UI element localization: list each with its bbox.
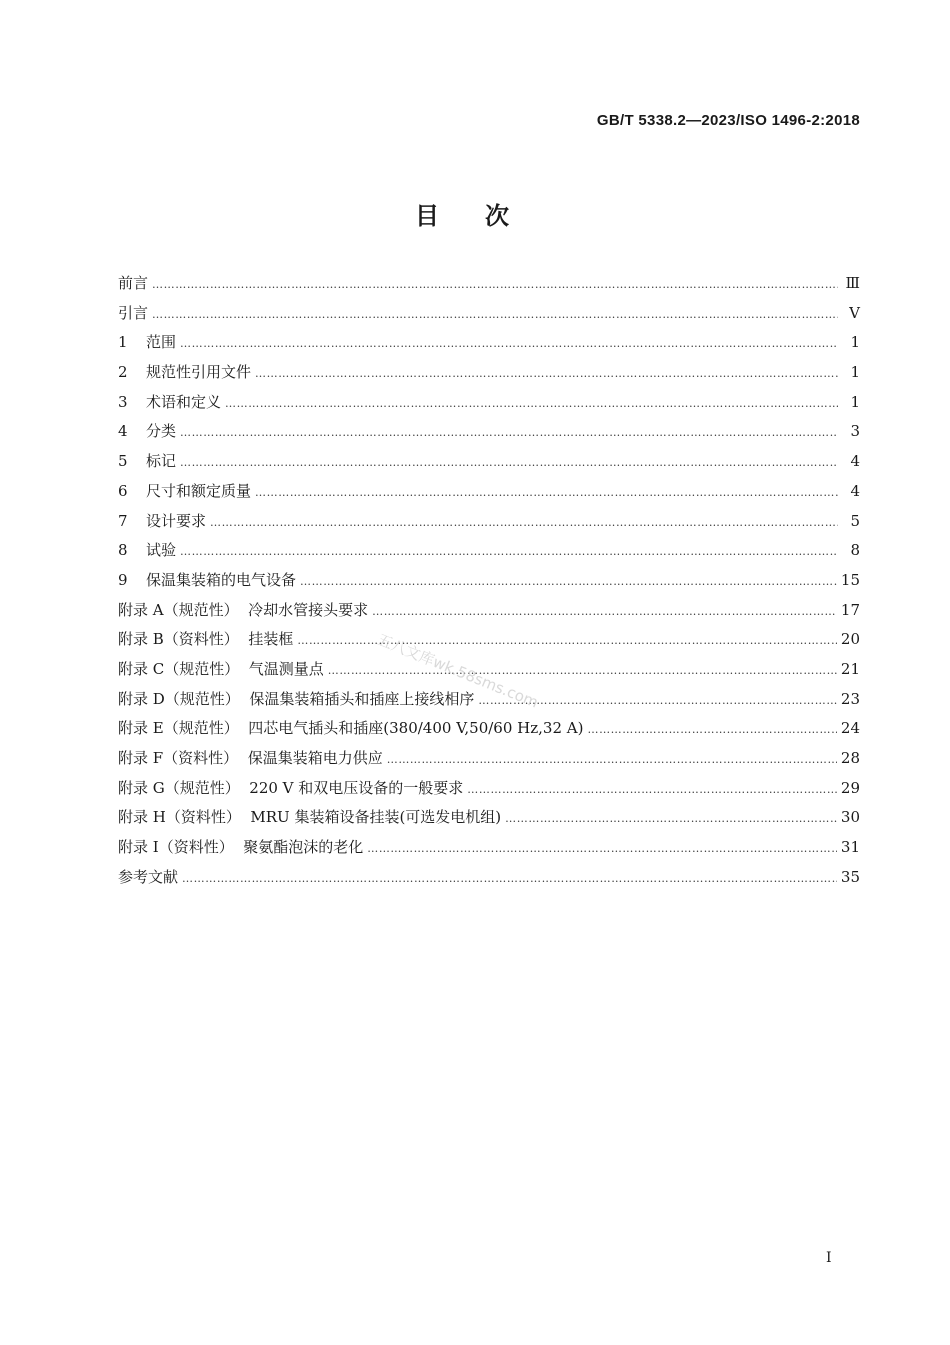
toc-entry-label: 标记	[146, 452, 177, 471]
page-title: 目次	[415, 202, 555, 230]
toc-entry-number: 2	[118, 363, 128, 382]
toc-entry-label: 附录 F（资料性） 保温集装箱电力供应	[118, 749, 383, 767]
toc-entry-number: 8	[118, 541, 128, 560]
toc-entry[interactable]	[118, 569, 860, 599]
toc-entry[interactable]	[118, 272, 860, 302]
toc-entry-label: 设计要求	[146, 511, 207, 530]
toc-entry-label: 引言	[118, 303, 149, 322]
toc-leader-dots	[467, 783, 837, 796]
toc-entry-page: 5	[850, 511, 860, 530]
toc-leader-dots	[300, 575, 837, 588]
toc-entry-label: 范围	[146, 333, 177, 352]
toc-entry-label: 参考文献	[118, 867, 179, 886]
toc-leader-dots	[225, 397, 838, 410]
toc-entry-number: 9	[118, 570, 128, 589]
toc-entry[interactable]	[118, 480, 860, 510]
toc-entry-label: 附录 D（规范性） 保温集装箱插头和插座上接线相序	[118, 689, 475, 708]
toc-entry[interactable]	[118, 836, 860, 866]
toc-entry[interactable]	[118, 450, 860, 480]
toc-entry-label: 附录 B（资料性） 挂装框	[118, 630, 294, 649]
toc-entry-page: 23	[840, 689, 860, 708]
toc-leader-dots	[182, 872, 837, 885]
toc-entry-page: 20	[840, 630, 860, 649]
toc-entry-page: 1	[850, 392, 860, 411]
toc-entry[interactable]	[118, 539, 860, 569]
toc-entry-label: 附录 H（资料性） MRU 集装箱设备挂装(可选发电机组)	[118, 808, 502, 827]
toc-entry-label: 附录 G（规范性） 220 V 和双电压设备的一般要求	[118, 778, 464, 797]
toc-entry-label: 附录 E（规范性） 四芯电气插头和插座(380/400 V,50/60 Hz,32 A)	[118, 719, 584, 738]
toc-entry-number: 4	[118, 422, 128, 441]
toc-entry-number: 1	[118, 333, 128, 352]
toc-entry[interactable]	[118, 331, 860, 361]
toc-entry-number: 6	[118, 481, 128, 500]
toc-entry[interactable]	[118, 717, 860, 747]
toc-entry[interactable]	[118, 628, 860, 658]
toc-entry-page: 15	[840, 570, 860, 589]
toc-entry[interactable]	[118, 777, 860, 807]
toc-entry-page: 4	[850, 481, 860, 500]
toc-leader-dots	[587, 723, 836, 736]
toc-entry-label: 术语和定义	[146, 392, 222, 411]
toc-entry-page: 3	[850, 422, 860, 441]
toc-leader-dots	[180, 426, 838, 439]
toc-entry-number: 3	[118, 392, 128, 411]
toc-entry-label: 保温集装箱的电气设备	[146, 570, 297, 589]
page-number: I	[826, 1250, 832, 1266]
standard-code: GB/T 5338.2—2023/ISO 1496-2:2018	[596, 112, 860, 129]
toc-entry-label: 前言	[118, 274, 149, 292]
toc-entry[interactable]	[118, 806, 860, 836]
toc-entry-page: 21	[840, 659, 860, 678]
toc-entry[interactable]	[118, 599, 860, 629]
toc-entry[interactable]	[118, 361, 860, 391]
toc-entry-label: 尺寸和额定质量	[146, 481, 252, 500]
toc-entry-label: 附录 A（规范性） 冷却水管接头要求	[118, 600, 369, 619]
toc-leader-dots	[255, 486, 838, 499]
toc-entry[interactable]	[118, 747, 860, 777]
toc-entry[interactable]	[118, 420, 860, 450]
toc-leader-dots	[255, 367, 838, 380]
toc-entry-page: 29	[840, 778, 860, 797]
toc-leader-dots	[180, 545, 838, 558]
toc-entry-page: 4	[850, 452, 860, 471]
toc-entry-page: 28	[840, 749, 860, 767]
toc-entry-page: 17	[840, 600, 860, 619]
toc-entry-page: 30	[840, 808, 860, 827]
toc-entry-label: 附录 I（资料性） 聚氨酯泡沫的老化	[118, 838, 364, 857]
toc-entry-page: 8	[850, 541, 860, 560]
toc-entry-label: 规范性引用文件	[146, 363, 252, 382]
toc-leader-dots	[152, 278, 838, 291]
toc-entry[interactable]	[118, 391, 860, 421]
toc-leader-dots	[367, 842, 837, 855]
toc-entry-page: 35	[840, 867, 860, 886]
toc-entry-label: 附录 C（规范性） 气温测量点	[118, 659, 324, 678]
toc-entry-label: 试验	[146, 541, 177, 560]
table-of-contents	[118, 272, 860, 895]
toc-leader-dots	[387, 753, 837, 766]
toc-entry-page: Ⅴ	[849, 303, 860, 322]
toc-entry-page: 1	[850, 333, 860, 352]
toc-entry[interactable]	[118, 510, 860, 540]
toc-entry-page: 1	[850, 363, 860, 382]
toc-entry-number: 5	[118, 452, 128, 471]
toc-entry-page: 24	[840, 719, 860, 738]
toc-leader-dots	[505, 812, 837, 825]
toc-entry-number: 7	[118, 511, 128, 530]
toc-leader-dots	[328, 664, 837, 677]
toc-leader-dots	[210, 516, 838, 529]
toc-leader-dots	[372, 605, 837, 618]
watermark: 五八文库wk.58sms.com	[374, 630, 541, 712]
toc-leader-dots	[180, 456, 838, 469]
toc-entry[interactable]	[118, 302, 860, 332]
toc-leader-dots	[180, 337, 838, 350]
toc-entry-label: 分类	[146, 422, 177, 441]
toc-entry-page: Ⅲ	[845, 274, 860, 292]
toc-entry-page: 31	[840, 838, 860, 857]
toc-entry[interactable]	[118, 866, 860, 896]
toc-leader-dots	[152, 308, 838, 321]
